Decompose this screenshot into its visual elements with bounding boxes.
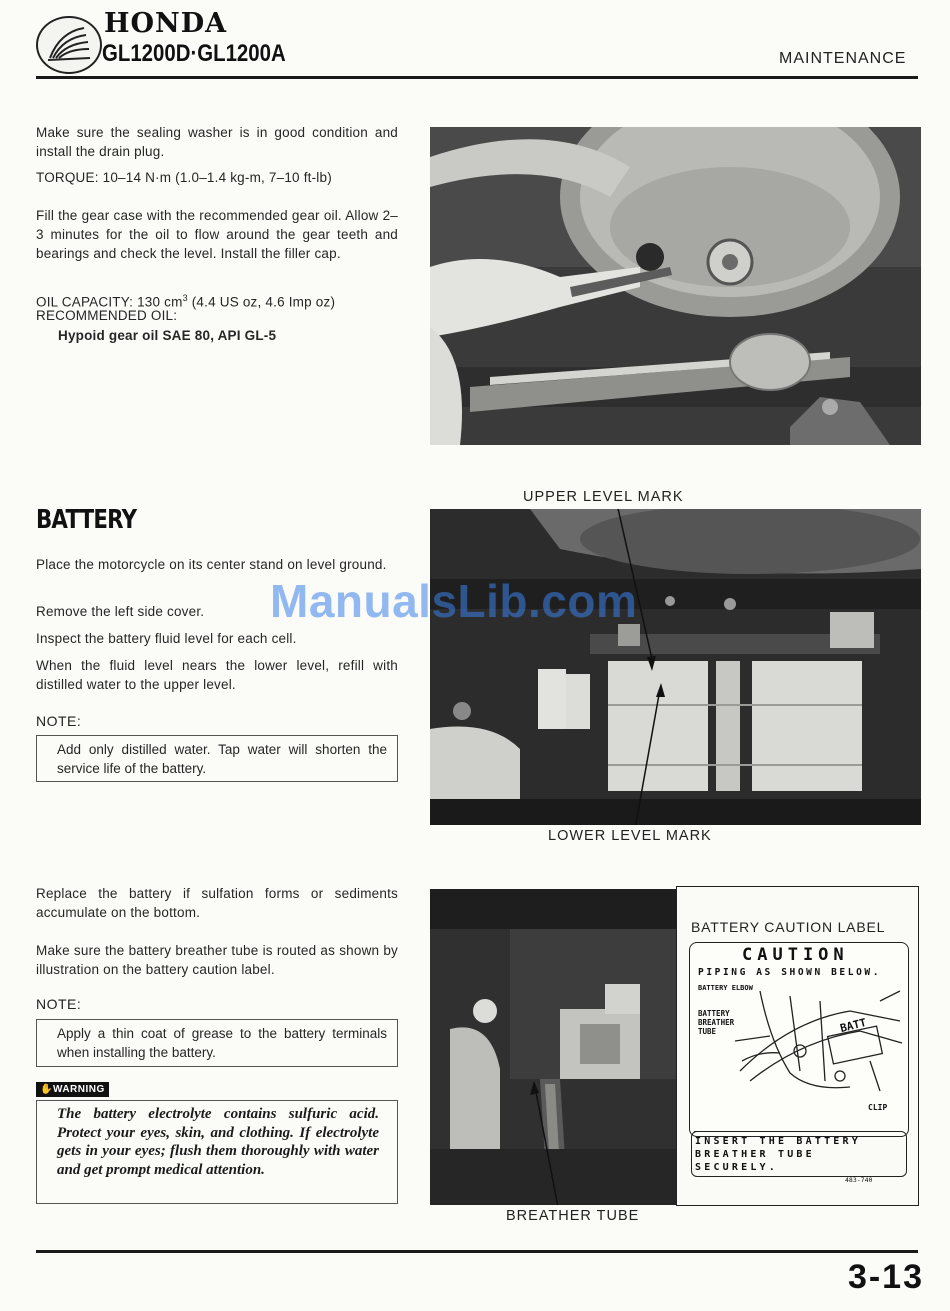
upper-level-mark-caption: UPPER LEVEL MARK [523, 489, 684, 505]
caution-sticker [689, 942, 909, 1137]
caution-breather-text [698, 1009, 734, 1036]
warning-box: The battery electrolyte contains sulfuric acid. Protect your eyes, skin, and clothing. If electrolyte gets in your eyes; flush them thoroughly with water and get prompt medical attention. [36, 1100, 398, 1204]
oil-capacity-text: OIL CAPACITY: 130 cm [36, 294, 183, 310]
caution-breather-line-2: BREATHER [698, 1018, 735, 1027]
section-title: MAINTENANCE [779, 50, 907, 67]
warning-hand-icon: ✋ [40, 1084, 53, 1095]
note-box-2: Apply a thin coat of grease to the battery terminals when installing the battery. [36, 1019, 398, 1067]
caution-breather-line-1: BATTERY [698, 1009, 730, 1018]
model-title: GL1200D·GL1200A [102, 40, 286, 67]
gear-oil-paragraph-2: Fill the gear case with the recommended gear oil. Allow 2–3 minutes for the oil to flow around the gear teeth and bearings and check the level. Install the filler cap. [36, 208, 398, 261]
battery-paragraph-1: Place the motorcycle on its center stand on level ground. [36, 557, 387, 572]
battery-paragraph-2: Remove the left side cover. [36, 604, 205, 619]
warning-badge [36, 1082, 109, 1097]
torque-spec: TORQUE: 10–14 N·m (1.0–1.4 kg-m, 7–10 ft-lb) [36, 170, 332, 185]
caution-clip-text: CLIP [868, 1103, 888, 1112]
battery-photo [430, 509, 921, 825]
breather-tube-photo [430, 889, 676, 1205]
caution-batt-text: BATT [838, 1015, 868, 1036]
caution-piping-text: PIPING AS SHOWN BELOW. [698, 967, 882, 978]
oil-capacity-suffix: (4.4 US oz, 4.6 Imp oz) [187, 294, 336, 310]
battery-paragraph-4: When the fluid level nears the lower level, refill with distilled water to the upper level. [36, 658, 398, 692]
battery-caution-label-panel [676, 886, 919, 1206]
honda-wing-logo [36, 16, 102, 74]
caution-word: CAUTION [742, 945, 849, 965]
battery-routing-diagram [730, 981, 908, 1099]
recommended-oil-label: RECOMMENDED OIL: [36, 308, 178, 323]
battery-paragraph-6: Make sure the battery breather tube is routed as shown by illustration on the battery caution label. [36, 943, 398, 977]
caution-insert-line-2: BREATHER TUBE [695, 1149, 815, 1160]
battery-heading: BATTERY [36, 505, 137, 535]
caution-insert-frame [691, 1131, 907, 1177]
oil-capacity-sup: 3 [182, 293, 188, 303]
note-box-1: Add only distilled water. Tap water will shorten the service life of the battery. [36, 735, 398, 782]
lower-level-mark-caption: LOWER LEVEL MARK [548, 828, 712, 844]
caution-label-code: 483-740 [845, 1176, 873, 1184]
caution-insert-line-1: INSERT THE BATTERY [695, 1136, 861, 1147]
battery-paragraph-5: Replace the battery if sulfation forms or sediments accumulate on the bottom. [36, 886, 398, 920]
note-label-1: NOTE: [36, 713, 82, 729]
warning-badge-label: WARNING [52, 1084, 105, 1095]
page-number: 3-13 [847, 1258, 924, 1296]
header-rule [36, 76, 918, 79]
gear-case-photo [430, 127, 921, 445]
caution-insert-line-3: SECURELY. [695, 1162, 778, 1173]
footer-rule [36, 1250, 918, 1253]
caution-label-title: BATTERY CAUTION LABEL [691, 919, 886, 935]
brand-title: HONDA [104, 8, 228, 39]
breather-tube-caption: BREATHER TUBE [506, 1208, 640, 1224]
caution-breather-line-3: TUBE [698, 1027, 717, 1036]
note-label-2: NOTE: [36, 996, 82, 1012]
caution-elbow-text: BATTERY ELBOW [698, 984, 753, 992]
gear-oil-paragraph-1: Make sure the sealing washer is in good condition and install the drain plug. [36, 125, 398, 159]
watermark: ManualsLib.com [270, 575, 638, 627]
battery-paragraph-3: Inspect the battery fluid level for each cell. [36, 631, 297, 646]
recommended-oil-value: Hypoid gear oil SAE 80, API GL-5 [58, 328, 277, 343]
